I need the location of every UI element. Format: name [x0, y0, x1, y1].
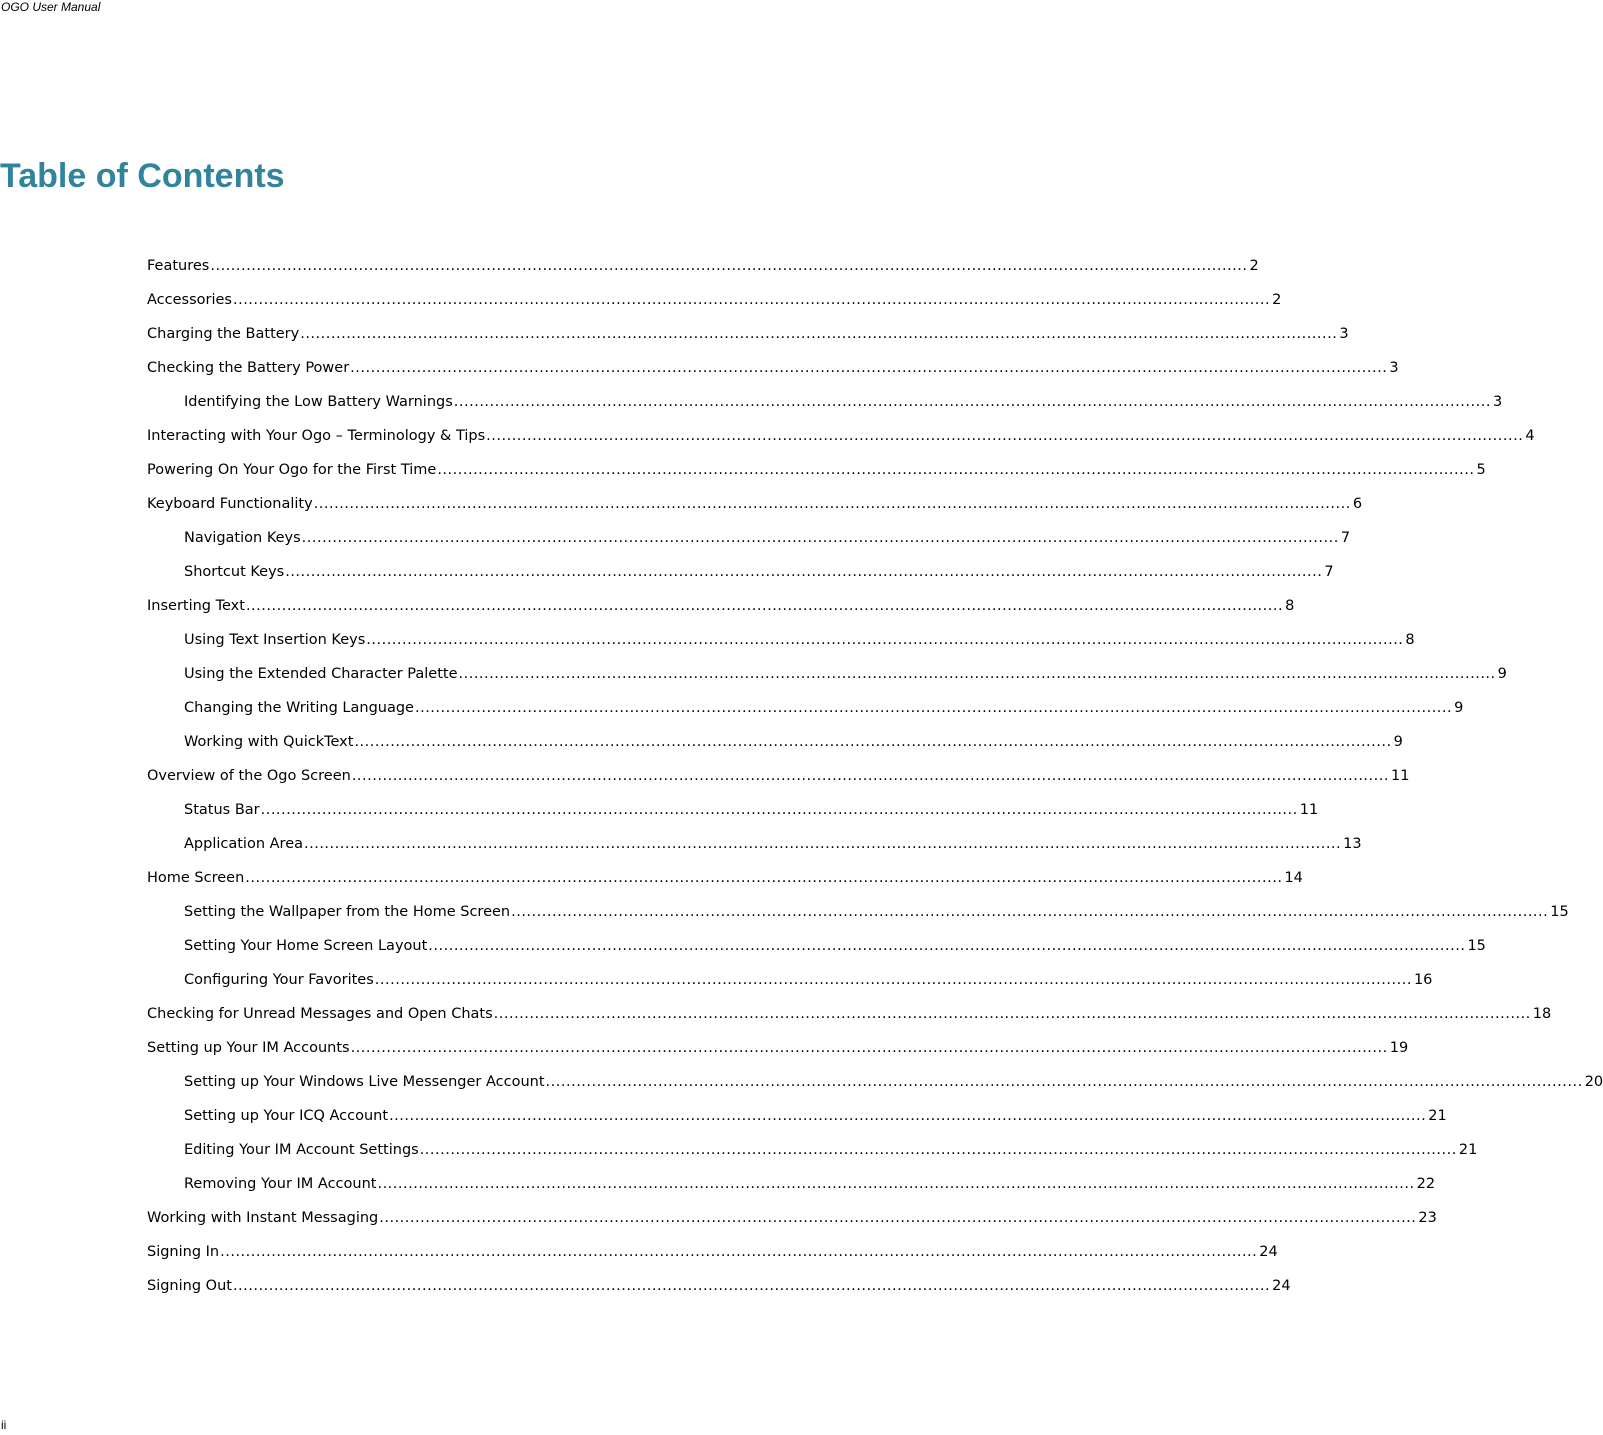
toc-dot-leader: [220, 1242, 1257, 1262]
toc-entry-label: Setting the Wallpaper from the Home Screen: [184, 904, 511, 920]
toc-entry-page-number: 8: [1285, 598, 1295, 614]
toc-dot-leader: [302, 528, 1339, 548]
toc-entry[interactable]: [147, 494, 1363, 528]
toc-dot-leader: [486, 426, 1523, 446]
running-header: OGO User Manual: [1, 0, 101, 14]
toc-entry-label: Shortcut Keys: [184, 564, 285, 580]
toc-entry-label: Setting Your Home Screen Layout: [184, 938, 428, 954]
toc-entry[interactable]: [147, 970, 1433, 1004]
toc-entry-page-number: 6: [1352, 496, 1363, 512]
toc-entry[interactable]: [147, 664, 1507, 698]
toc-entry-page-number: 20: [1584, 1074, 1603, 1090]
toc-dot-leader: [300, 324, 1337, 344]
toc-entry-label: Using Text Insertion Keys: [184, 632, 366, 648]
toc-entry-label: Checking for Unread Messages and Open Chats: [147, 1006, 493, 1022]
toc-dot-leader: [379, 1208, 1416, 1228]
toc-entry-page-number: 2: [1272, 292, 1282, 308]
toc-entry[interactable]: [147, 1004, 1552, 1038]
toc-entry-page-number: 24: [1259, 1244, 1278, 1260]
page-title: Table of Contents: [0, 157, 285, 195]
toc-entry-page-number: 3: [1389, 360, 1399, 376]
toc-dot-leader: [459, 664, 1496, 684]
toc-dot-leader: [354, 732, 1391, 752]
toc-dot-leader: [494, 1004, 1531, 1024]
toc-entry-page-number: 11: [1390, 768, 1410, 784]
toc-entry[interactable]: [147, 1072, 1603, 1106]
toc-entry[interactable]: [147, 596, 1295, 630]
toc-entry-page-number: 24: [1272, 1278, 1291, 1294]
toc-entry-page-number: 23: [1418, 1210, 1437, 1226]
toc-entry-label: Inserting Text: [147, 598, 245, 614]
toc-entry-label: Setting up Your ICQ Account: [184, 1108, 389, 1124]
toc-entry-page-number: 3: [1492, 394, 1503, 410]
toc-dot-leader: [351, 1038, 1388, 1058]
toc-entry-label: Editing Your IM Account Settings: [184, 1142, 419, 1158]
toc-entry[interactable]: [147, 426, 1535, 460]
toc-entry[interactable]: [147, 358, 1399, 392]
toc-entry-page-number: 15: [1550, 904, 1569, 920]
toc-entry-label: Features: [147, 258, 210, 274]
toc-entry[interactable]: [147, 1106, 1447, 1140]
toc-dot-leader: [375, 970, 1412, 990]
toc-entry[interactable]: [147, 1038, 1409, 1072]
toc-entry-label: Checking the Battery Power: [147, 360, 350, 376]
toc-entry-page-number: 13: [1343, 836, 1362, 852]
toc-entry[interactable]: [147, 834, 1362, 868]
toc-entry-label: Using the Extended Character Palette: [184, 666, 458, 682]
toc-entry-label: Setting up Your Windows Live Messenger Account: [184, 1074, 545, 1090]
toc-entry-label: Status Bar: [184, 802, 260, 818]
toc-entry-label: Keyboard Functionality: [147, 496, 313, 512]
toc-entry[interactable]: [147, 324, 1349, 358]
toc-dot-leader: [350, 358, 1387, 378]
toc-dot-leader: [352, 766, 1389, 786]
toc-entry[interactable]: [147, 1242, 1278, 1276]
toc-entry-page-number: 22: [1416, 1176, 1436, 1192]
toc-dot-leader: [210, 256, 1247, 276]
toc-entry-page-number: 16: [1413, 972, 1433, 988]
toc-entry[interactable]: [147, 392, 1503, 426]
toc-entry-label: Interacting with Your Ogo – Terminology & Tips: [147, 428, 486, 444]
toc-entry-label: Accessories: [147, 292, 232, 308]
toc-entry-page-number: 5: [1476, 462, 1486, 478]
toc-entry-label: Home Screen: [147, 870, 245, 886]
toc-entry[interactable]: [147, 1140, 1478, 1174]
toc-dot-leader: [389, 1106, 1426, 1126]
toc-entry[interactable]: [147, 562, 1334, 596]
toc-dot-leader: [245, 868, 1282, 888]
toc-entry-page-number: 4: [1525, 428, 1535, 444]
toc-entry-label: Configuring Your Favorites: [184, 972, 374, 988]
toc-entry[interactable]: [147, 902, 1569, 936]
toc-entry-label: Navigation Keys: [184, 530, 301, 546]
toc-dot-leader: [428, 936, 1465, 956]
toc-entry[interactable]: [147, 936, 1486, 970]
toc-entry[interactable]: [147, 290, 1282, 324]
page-number: ii: [1, 1418, 7, 1432]
toc-entry-page-number: 3: [1339, 326, 1349, 342]
toc-dot-leader: [377, 1174, 1414, 1194]
toc-dot-leader: [246, 596, 1283, 616]
toc-dot-leader: [437, 460, 1474, 480]
toc-entry-page-number: 7: [1340, 530, 1351, 546]
toc-entry[interactable]: [147, 1276, 1291, 1310]
toc-entry[interactable]: [147, 1208, 1437, 1242]
toc-entry-label: Charging the Battery: [147, 326, 300, 342]
toc-dot-leader: [454, 392, 1491, 412]
toc-dot-leader: [285, 562, 1322, 582]
toc-entry-page-number: 11: [1299, 802, 1319, 818]
toc-entry-page-number: 9: [1497, 666, 1507, 682]
toc-entry-page-number: 7: [1324, 564, 1334, 580]
toc-dot-leader: [314, 494, 1351, 514]
toc-entry-label: Changing the Writing Language: [184, 700, 414, 716]
toc-dot-leader: [233, 1276, 1270, 1296]
toc-entry[interactable]: [147, 460, 1486, 494]
toc-entry[interactable]: [147, 256, 1259, 290]
table-of-contents: [147, 256, 1603, 1310]
toc-entry-page-number: 21: [1428, 1108, 1447, 1124]
toc-entry[interactable]: [147, 630, 1415, 664]
toc-entry-label: Working with QuickText: [184, 734, 354, 750]
toc-entry-label: Signing In: [147, 1244, 220, 1260]
toc-entry-page-number: 15: [1467, 938, 1486, 954]
toc-dot-leader: [366, 630, 1403, 650]
toc-entry[interactable]: [147, 868, 1303, 902]
toc-entry-label: Signing Out: [147, 1278, 232, 1294]
toc-entry[interactable]: [147, 766, 1410, 800]
toc-entry[interactable]: [147, 1174, 1436, 1208]
toc-entry-page-number: 9: [1393, 734, 1403, 750]
toc-dot-leader: [420, 1140, 1457, 1160]
toc-entry-label: Powering On Your Ogo for the First Time: [147, 462, 437, 478]
toc-dot-leader: [415, 698, 1452, 718]
toc-entry-page-number: 21: [1458, 1142, 1478, 1158]
toc-entry[interactable]: [147, 698, 1464, 732]
toc-entry-page-number: 9: [1454, 700, 1464, 716]
toc-entry-label: Overview of the Ogo Screen: [147, 768, 351, 784]
toc-dot-leader: [261, 800, 1298, 820]
toc-entry[interactable]: [147, 800, 1319, 834]
toc-entry-page-number: 18: [1532, 1006, 1552, 1022]
toc-entry[interactable]: [147, 528, 1351, 562]
toc-entry-label: Setting up Your IM Accounts: [147, 1040, 350, 1056]
toc-entry-page-number: 2: [1249, 258, 1259, 274]
toc-entry-page-number: 19: [1389, 1040, 1409, 1056]
toc-entry-label: Application Area: [184, 836, 303, 852]
toc-dot-leader: [511, 902, 1548, 922]
toc-dot-leader: [233, 290, 1270, 310]
toc-entry-page-number: 8: [1405, 632, 1415, 648]
toc-entry-page-number: 14: [1284, 870, 1303, 886]
toc-dot-leader: [546, 1072, 1583, 1092]
toc-entry-label: Working with Instant Messaging: [147, 1210, 379, 1226]
toc-entry-label: Removing Your IM Account: [184, 1176, 377, 1192]
toc-entry[interactable]: [147, 732, 1403, 766]
toc-entry-label: Identifying the Low Battery Warnings: [184, 394, 453, 410]
toc-dot-leader: [304, 834, 1341, 854]
